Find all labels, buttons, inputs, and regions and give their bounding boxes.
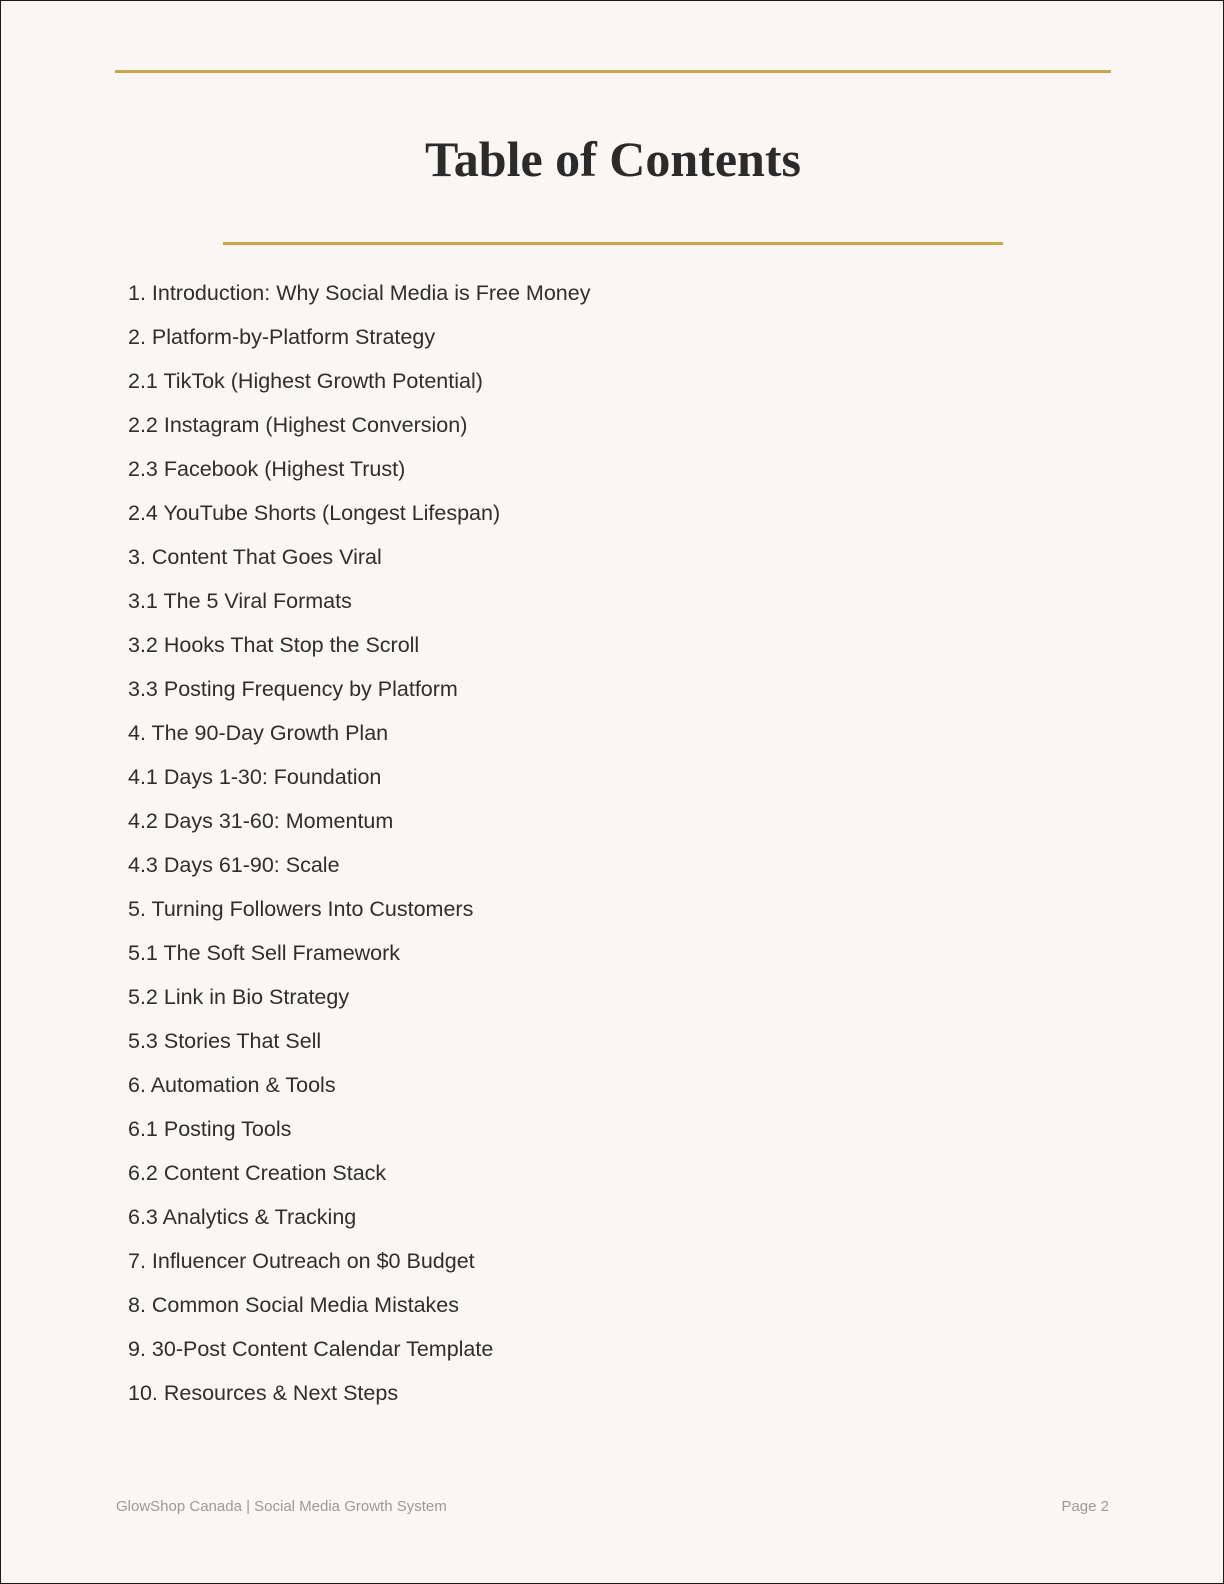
- toc-item: 6.3 Analytics & Tracking: [128, 1205, 357, 1229]
- top-divider: [115, 70, 1111, 73]
- toc-item: 5.2 Link in Bio Strategy: [128, 985, 350, 1009]
- toc-item: 5.3 Stories That Sell: [128, 1029, 322, 1053]
- toc-item: 4.1 Days 1-30: Foundation: [128, 765, 382, 789]
- toc-item: 5. Turning Followers Into Customers: [128, 897, 474, 921]
- toc-item: 4. The 90-Day Growth Plan: [128, 721, 389, 745]
- toc-item: 8. Common Social Media Mistakes: [128, 1293, 459, 1317]
- footer-document-name: GlowShop Canada | Social Media Growth System: [116, 1498, 447, 1515]
- toc-item: 3.3 Posting Frequency by Platform: [128, 677, 458, 701]
- toc-item: 6. Automation & Tools: [128, 1073, 336, 1097]
- toc-item: 2.2 Instagram (Highest Conversion): [128, 413, 468, 437]
- toc-item: 9. 30-Post Content Calendar Template: [128, 1337, 494, 1361]
- toc-item: 2. Platform-by-Platform Strategy: [128, 325, 436, 349]
- toc-item: 2.1 TikTok (Highest Growth Potential): [128, 369, 483, 393]
- title-divider: [223, 242, 1003, 245]
- toc-item: 6.1 Posting Tools: [128, 1117, 292, 1141]
- toc-item: 1. Introduction: Why Social Media is Free Money: [128, 281, 591, 305]
- toc-item: 6.2 Content Creation Stack: [128, 1161, 387, 1185]
- toc-item: 3.1 The 5 Viral Formats: [128, 589, 352, 613]
- toc-item: 10. Resources & Next Steps: [128, 1381, 399, 1405]
- toc-item: 5.1 The Soft Sell Framework: [128, 941, 401, 965]
- toc-item: 3. Content That Goes Viral: [128, 545, 382, 569]
- toc-item: 4.2 Days 31-60: Momentum: [128, 809, 394, 833]
- toc-item: 3.2 Hooks That Stop the Scroll: [128, 633, 420, 657]
- toc-list: [128, 271, 590, 1415]
- page-title: Table of Contents: [425, 131, 801, 187]
- toc-item: 2.4 YouTube Shorts (Longest Lifespan): [128, 501, 501, 525]
- footer-page-number: Page 2: [1061, 1498, 1109, 1515]
- toc-item: 4.3 Days 61-90: Scale: [128, 853, 340, 877]
- toc-item: 2.3 Facebook (Highest Trust): [128, 457, 406, 481]
- toc-item: 7. Influencer Outreach on $0 Budget: [128, 1249, 475, 1273]
